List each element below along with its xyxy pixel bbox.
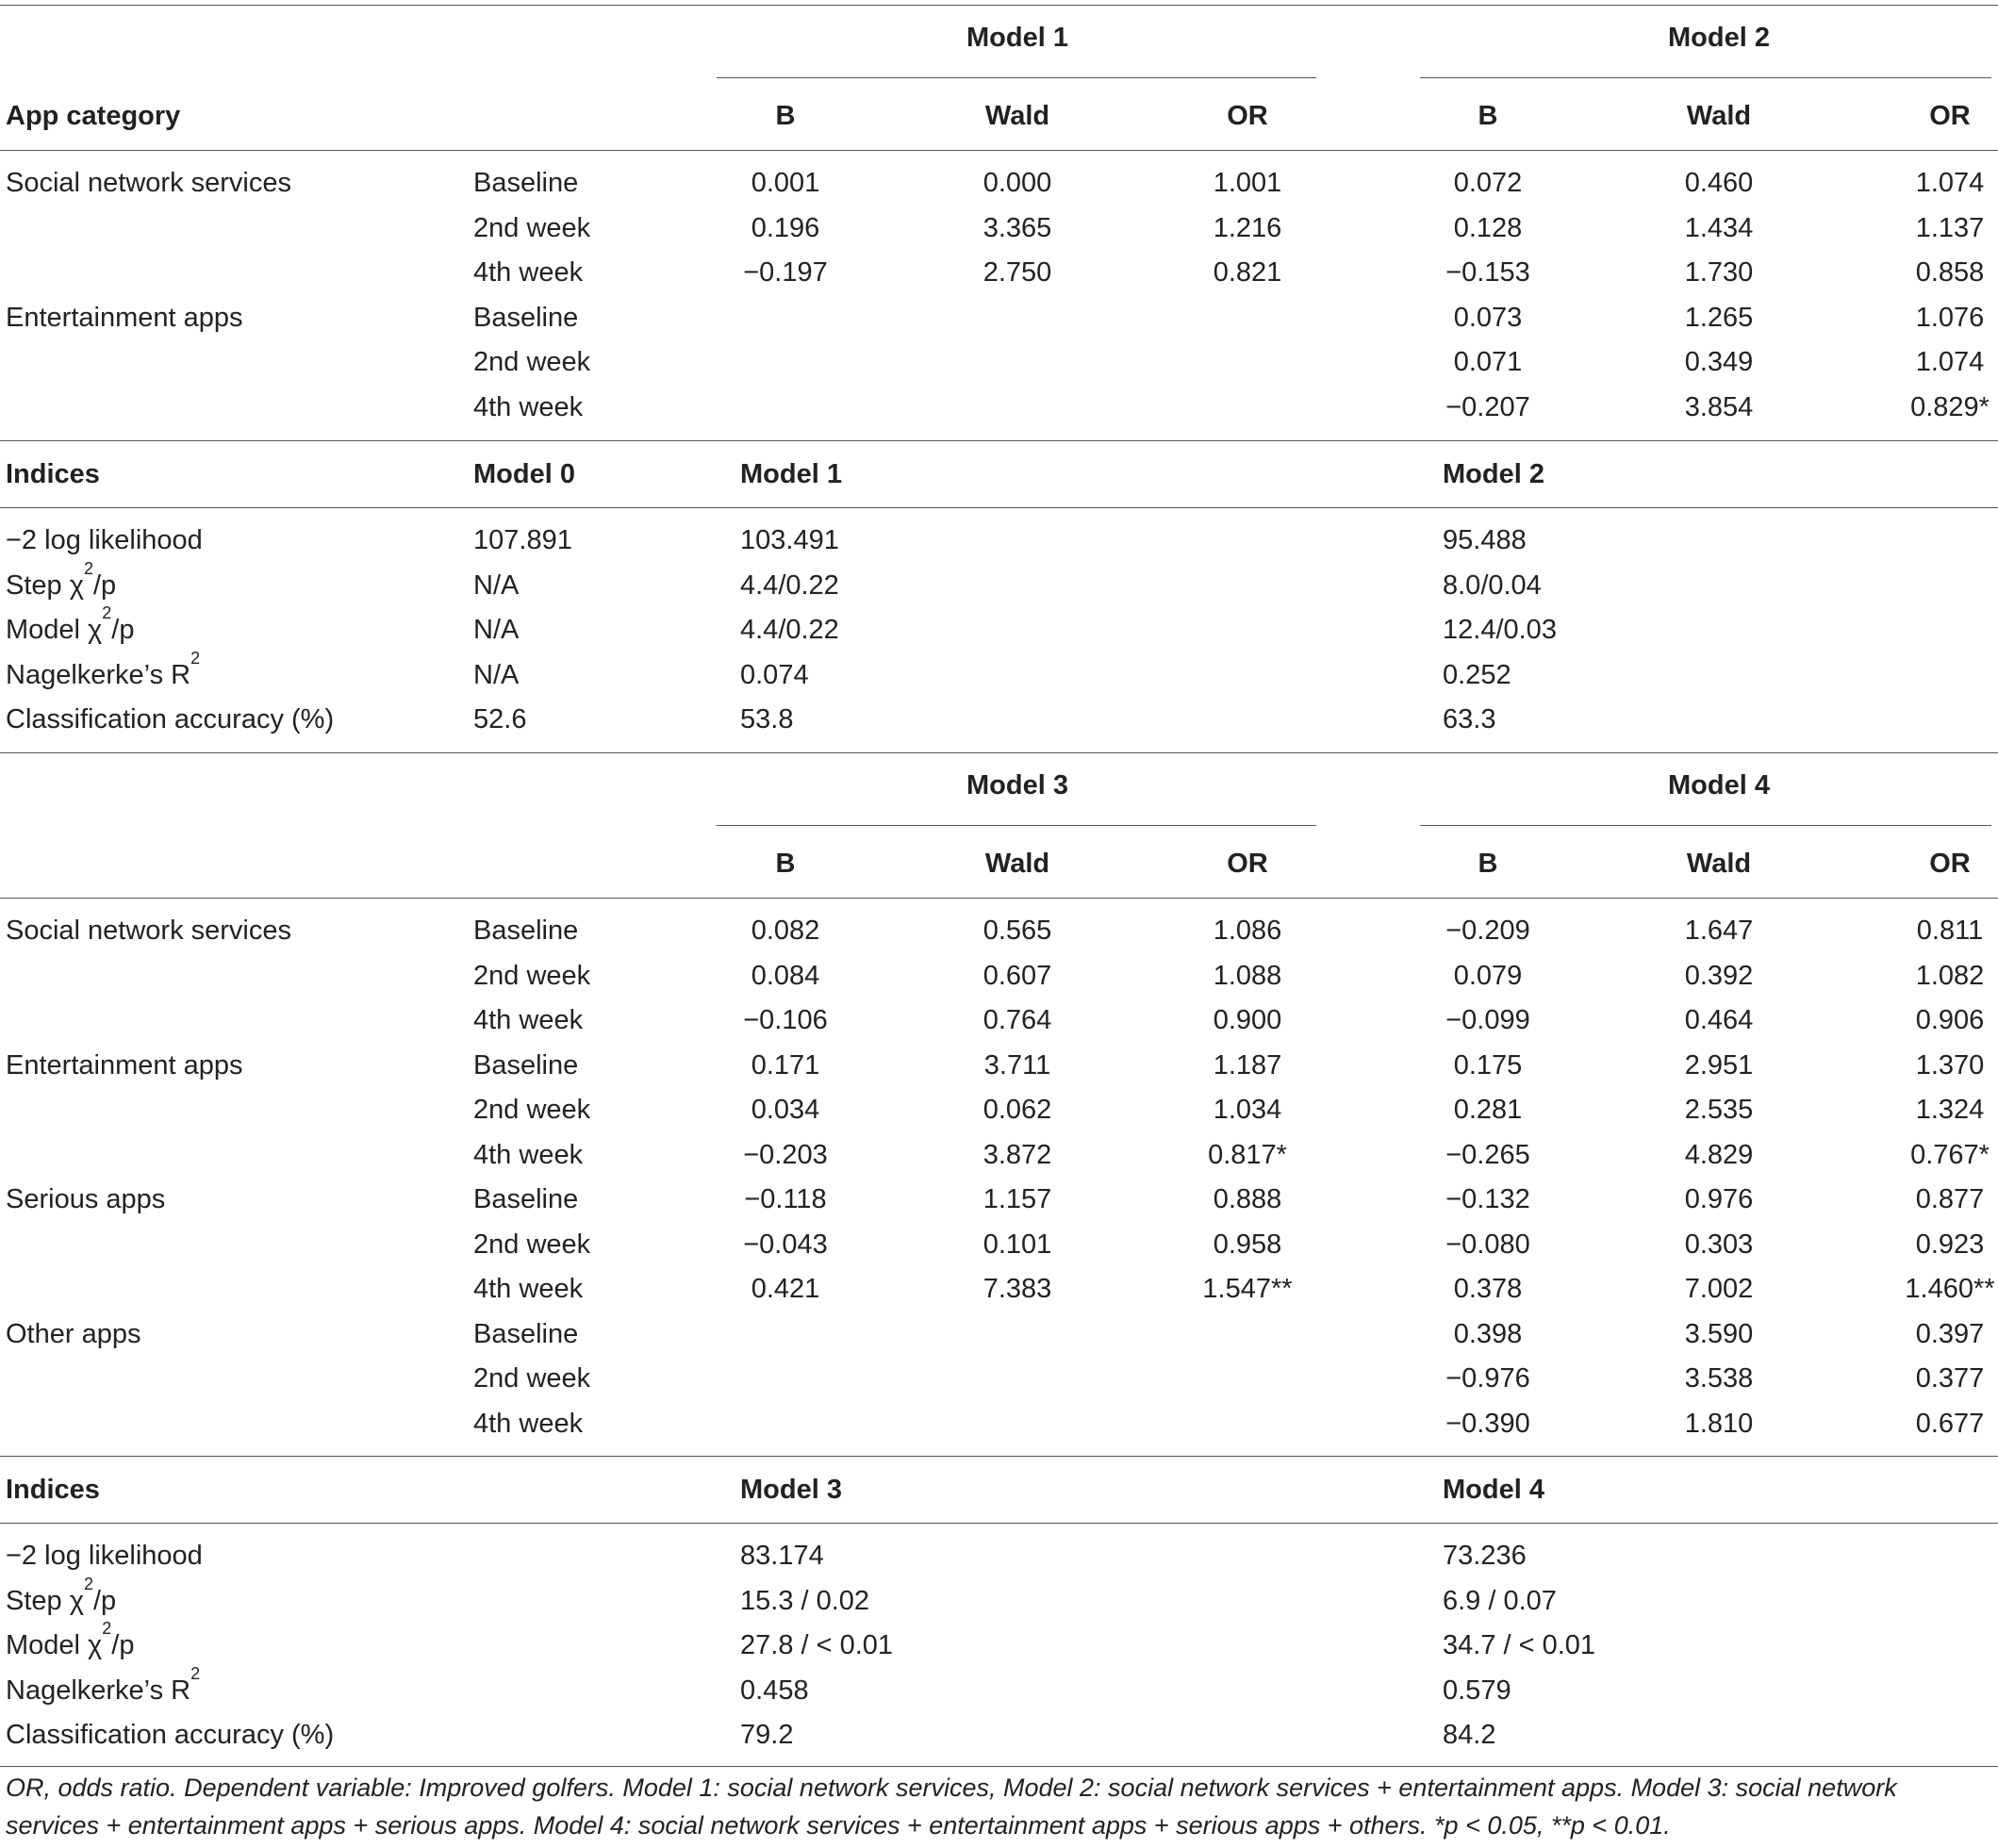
cell-m4: 0.906 (1915, 1005, 1985, 1035)
time-label: Baseline (473, 916, 579, 946)
time-label: 2nd week (473, 960, 591, 991)
cell-m2: 0.128 (1453, 212, 1523, 243)
index-m0: N/A (473, 615, 520, 645)
indices-model-3: Model 3 (740, 1475, 842, 1505)
time-label: 2nd week (473, 1229, 591, 1260)
header-rule-2 (0, 898, 1998, 899)
index-m1: 4.4/0.22 (740, 615, 839, 645)
model-3-underline (717, 825, 1316, 826)
col-wald-m3: Wald (984, 849, 1050, 879)
cell-m4: 1.647 (1684, 916, 1754, 946)
cell-m3: 1.034 (1213, 1095, 1282, 1125)
index-m2: 12.4/0.03 (1443, 615, 1557, 645)
label-superscript: 2 (102, 603, 112, 622)
index-m2: 63.3 (1443, 704, 1496, 734)
cell-m3: 0.764 (982, 1005, 1052, 1035)
cell-m1: 3.365 (982, 212, 1052, 243)
cell-m3: 0.082 (751, 916, 820, 946)
label-superscript: 2 (102, 1619, 112, 1638)
time-label: 2nd week (473, 1095, 591, 1125)
cell-m2: 0.071 (1453, 347, 1523, 377)
cell-m3: 0.958 (1213, 1229, 1282, 1260)
index-label: −2 log likelihood (6, 1541, 203, 1571)
index-label (6, 603, 135, 646)
cell-m2: 1.074 (1915, 347, 1985, 377)
cell-m4: 0.397 (1915, 1318, 1985, 1349)
col-b-m1: B (775, 101, 796, 131)
label-suffix: /p (92, 1585, 117, 1616)
cell-m2: 1.434 (1684, 212, 1754, 243)
index-m0: N/A (473, 659, 520, 690)
cell-m3: 0.034 (751, 1095, 820, 1125)
cell-m2: 1.076 (1915, 302, 1985, 333)
cell-m4: 0.811 (1916, 916, 1984, 946)
label-superscript: 2 (83, 1574, 93, 1593)
index-m4: 73.236 (1443, 1541, 1527, 1571)
cell-m3: 1.086 (1213, 916, 1282, 946)
category-label: Entertainment apps (6, 1049, 243, 1081)
label-superscript: 2 (83, 558, 93, 578)
category-label: Entertainment apps (6, 302, 243, 333)
label-suffix: /p (92, 569, 117, 601)
cell-m3: 7.383 (982, 1274, 1052, 1304)
time-label: 4th week (473, 1408, 584, 1439)
cell-m4: 0.464 (1684, 1005, 1754, 1035)
cell-m4: 7.002 (1684, 1274, 1754, 1304)
cell-m4: 2.951 (1684, 1049, 1754, 1081)
category-label: Social network services (6, 168, 291, 198)
time-label: Baseline (473, 302, 579, 333)
model-4-header: Model 4 (1668, 770, 1770, 800)
indices-model-4: Model 4 (1443, 1475, 1544, 1505)
index-m1: 103.491 (740, 525, 839, 555)
cell-m2: 0.858 (1915, 257, 1985, 288)
index-m1: 4.4/0.22 (740, 569, 839, 601)
col-or-m1: OR (1227, 101, 1268, 131)
cell-m3: 0.817* (1208, 1139, 1287, 1170)
section-rule-1 (0, 440, 1998, 441)
time-label: 4th week (473, 1139, 584, 1170)
cell-m1: 0.001 (751, 168, 820, 198)
section-rule-3 (0, 1456, 1998, 1457)
model-1-underline (717, 77, 1316, 78)
cell-m1: 0.821 (1213, 257, 1282, 288)
cell-m3: 0.084 (751, 960, 820, 991)
index-label: −2 log likelihood (6, 525, 203, 555)
time-label: 4th week (473, 1274, 584, 1304)
index-m2: 95.488 (1443, 525, 1527, 555)
cell-m4: 1.370 (1915, 1049, 1985, 1081)
index-label (6, 1574, 117, 1617)
index-m3: 27.8 / < 0.01 (740, 1630, 894, 1660)
cell-m4: −0.265 (1445, 1139, 1530, 1170)
cell-m4: 0.303 (1684, 1229, 1754, 1260)
cell-m2: 0.829* (1910, 391, 1990, 422)
cell-m4: 0.923 (1915, 1229, 1985, 1260)
model-2-underline (1420, 77, 1991, 78)
cell-m2: 1.137 (1915, 212, 1985, 243)
index-label (6, 1663, 201, 1707)
cell-m4: 0.392 (1684, 960, 1754, 991)
col-or-m3: OR (1227, 849, 1268, 879)
cell-m3: 0.171 (751, 1049, 820, 1081)
label-superscript: 2 (190, 648, 201, 668)
cell-m3: 0.062 (982, 1095, 1052, 1125)
cell-m4: 2.535 (1684, 1095, 1754, 1125)
cell-m4: 0.378 (1453, 1274, 1523, 1304)
cell-m2: 1.730 (1684, 257, 1754, 288)
indices-model-0: Model 0 (473, 459, 575, 489)
top-rule (0, 5, 1998, 6)
cell-m3: 0.101 (982, 1229, 1052, 1260)
cell-m3: 0.888 (1213, 1184, 1282, 1214)
index-label (6, 558, 117, 602)
index-m4: 34.7 / < 0.01 (1443, 1630, 1596, 1660)
cell-m4: −0.390 (1445, 1408, 1530, 1439)
time-label: Baseline (473, 168, 579, 198)
cell-m3: 1.187 (1213, 1049, 1282, 1081)
cell-m3: 0.607 (982, 960, 1052, 991)
time-label: Baseline (473, 1184, 579, 1214)
indices-header: Indices (6, 459, 100, 489)
index-m4: 6.9 / 0.07 (1443, 1585, 1557, 1616)
category-label: Other apps (6, 1318, 141, 1349)
cell-m3: 0.900 (1213, 1005, 1282, 1035)
label-text: Model χ (6, 615, 103, 645)
model-4-underline (1420, 825, 1991, 826)
cell-m4: 1.810 (1684, 1408, 1754, 1439)
label-text: Model χ (6, 1630, 103, 1660)
cell-m4: 1.324 (1915, 1095, 1985, 1125)
cell-m4: −0.976 (1445, 1363, 1530, 1394)
time-label: 2nd week (473, 212, 591, 243)
category-label: Social network services (6, 916, 291, 946)
cell-m4: −0.132 (1445, 1184, 1530, 1214)
col-b-m3: B (775, 849, 796, 879)
label-text: Nagelkerke’s R (6, 1675, 191, 1706)
cell-m2: 0.072 (1453, 168, 1523, 198)
cell-m3: 0.565 (982, 916, 1052, 946)
cell-m4: 0.175 (1453, 1049, 1523, 1081)
index-m1: 53.8 (740, 704, 794, 734)
label-text: Step χ (6, 569, 84, 601)
index-label: Classification accuracy (%) (6, 704, 335, 734)
cell-m4: 0.877 (1915, 1184, 1985, 1214)
index-m2: 0.252 (1443, 659, 1511, 690)
time-label: Baseline (473, 1049, 579, 1081)
label-text: Nagelkerke’s R (6, 659, 191, 690)
col-or-m2: OR (1929, 101, 1971, 131)
cell-m2: 0.460 (1684, 168, 1754, 198)
col-or-m4: OR (1929, 849, 1971, 879)
index-m4: 0.579 (1443, 1675, 1511, 1706)
indices-model-2: Model 2 (1443, 459, 1544, 489)
indices-rule-1 (0, 507, 1998, 508)
category-label: Serious apps (6, 1184, 166, 1214)
cell-m4: 0.281 (1453, 1095, 1523, 1125)
cell-m4: 0.079 (1453, 960, 1523, 991)
cell-m3: 1.547** (1202, 1274, 1293, 1304)
index-m3: 83.174 (740, 1541, 824, 1571)
index-m0: 52.6 (473, 704, 527, 734)
col-wald-m2: Wald (1686, 101, 1752, 131)
col-wald-m4: Wald (1686, 849, 1752, 879)
indices-header-2: Indices (6, 1475, 100, 1505)
cell-m4: 0.398 (1453, 1318, 1523, 1349)
index-m1: 0.074 (740, 659, 809, 690)
time-label: 2nd week (473, 1363, 591, 1394)
cell-m4: 0.677 (1915, 1408, 1985, 1439)
indices-model-1: Model 1 (740, 459, 842, 489)
cell-m3: −0.043 (743, 1229, 828, 1260)
index-m3: 15.3 / 0.02 (740, 1585, 870, 1616)
app-category-header: App category (6, 101, 181, 131)
cell-m2: −0.153 (1445, 257, 1530, 288)
cell-m3: 0.421 (751, 1274, 820, 1304)
label-superscript: 2 (190, 1663, 201, 1683)
label-text: Step χ (6, 1585, 84, 1616)
cell-m3: 3.711 (983, 1049, 1051, 1081)
cell-m3: 1.157 (982, 1184, 1052, 1214)
cell-m1: 1.001 (1213, 168, 1282, 198)
cell-m4: 4.829 (1684, 1139, 1754, 1170)
model-3-header: Model 3 (966, 770, 1068, 800)
time-label: 4th week (473, 257, 584, 288)
index-label (6, 648, 201, 691)
index-m3: 0.458 (740, 1675, 809, 1706)
label-suffix: /p (111, 1630, 135, 1660)
cell-m4: 3.590 (1684, 1318, 1754, 1349)
cell-m2: −0.207 (1445, 391, 1530, 422)
time-label: Baseline (473, 1318, 579, 1349)
col-wald-m1: Wald (984, 101, 1050, 131)
index-label: Classification accuracy (%) (6, 1720, 335, 1750)
index-m0: N/A (473, 569, 520, 601)
cell-m1: −0.197 (743, 257, 828, 288)
cell-m3: 3.872 (982, 1139, 1052, 1170)
cell-m3: −0.203 (743, 1139, 828, 1170)
index-m0: 107.891 (473, 525, 572, 555)
cell-m4: −0.080 (1445, 1229, 1530, 1260)
cell-m1: 0.000 (982, 168, 1052, 198)
col-b-m2: B (1478, 101, 1498, 131)
cell-m4: 1.460** (1905, 1274, 1995, 1304)
cell-m3: 1.088 (1213, 960, 1282, 991)
cell-m2: 3.854 (1684, 391, 1754, 422)
time-label: 4th week (473, 1005, 584, 1035)
section-rule-2 (0, 752, 1998, 753)
index-label (6, 1619, 135, 1661)
cell-m3: −0.106 (743, 1005, 828, 1035)
cell-m4: 1.082 (1915, 960, 1985, 991)
index-m2: 8.0/0.04 (1443, 569, 1542, 601)
col-b-m4: B (1478, 849, 1498, 879)
model-1-header: Model 1 (966, 23, 1068, 53)
label-suffix: /p (111, 615, 135, 645)
cell-m3: −0.118 (744, 1184, 827, 1214)
model-2-header: Model 2 (1668, 23, 1770, 53)
cell-m4: −0.099 (1445, 1005, 1530, 1035)
index-m3: 79.2 (740, 1720, 794, 1750)
cell-m2: 0.073 (1453, 302, 1523, 333)
cell-m2: 0.349 (1684, 347, 1754, 377)
bottom-rule (0, 1766, 1998, 1767)
cell-m1: 2.750 (982, 257, 1052, 288)
cell-m4: 3.538 (1684, 1363, 1754, 1394)
cell-m4: 0.767* (1910, 1139, 1990, 1170)
cell-m2: 1.265 (1684, 302, 1754, 333)
cell-m4: 0.377 (1915, 1363, 1985, 1394)
cell-m1: 1.216 (1213, 212, 1282, 243)
index-m4: 84.2 (1443, 1720, 1496, 1750)
time-label: 2nd week (473, 347, 591, 377)
cell-m4: −0.209 (1445, 916, 1530, 946)
cell-m1: 0.196 (751, 212, 820, 243)
indices-rule-2 (0, 1523, 1998, 1524)
cell-m4: 0.976 (1684, 1184, 1754, 1214)
time-label: 4th week (473, 391, 584, 422)
table-footnote: OR, odds ratio. Dependent variable: Improved golfers. Model 1: social network services, Model 2: social network services + entertainment apps. Model 3: social network services + entertainment apps + serious apps. Model 4: social network services + entertainment apps + serious apps + others. *p < 0.05, **p < 0.01. (6, 1774, 1897, 1840)
header-rule-1 (0, 150, 1998, 151)
cell-m2: 1.074 (1915, 168, 1985, 198)
